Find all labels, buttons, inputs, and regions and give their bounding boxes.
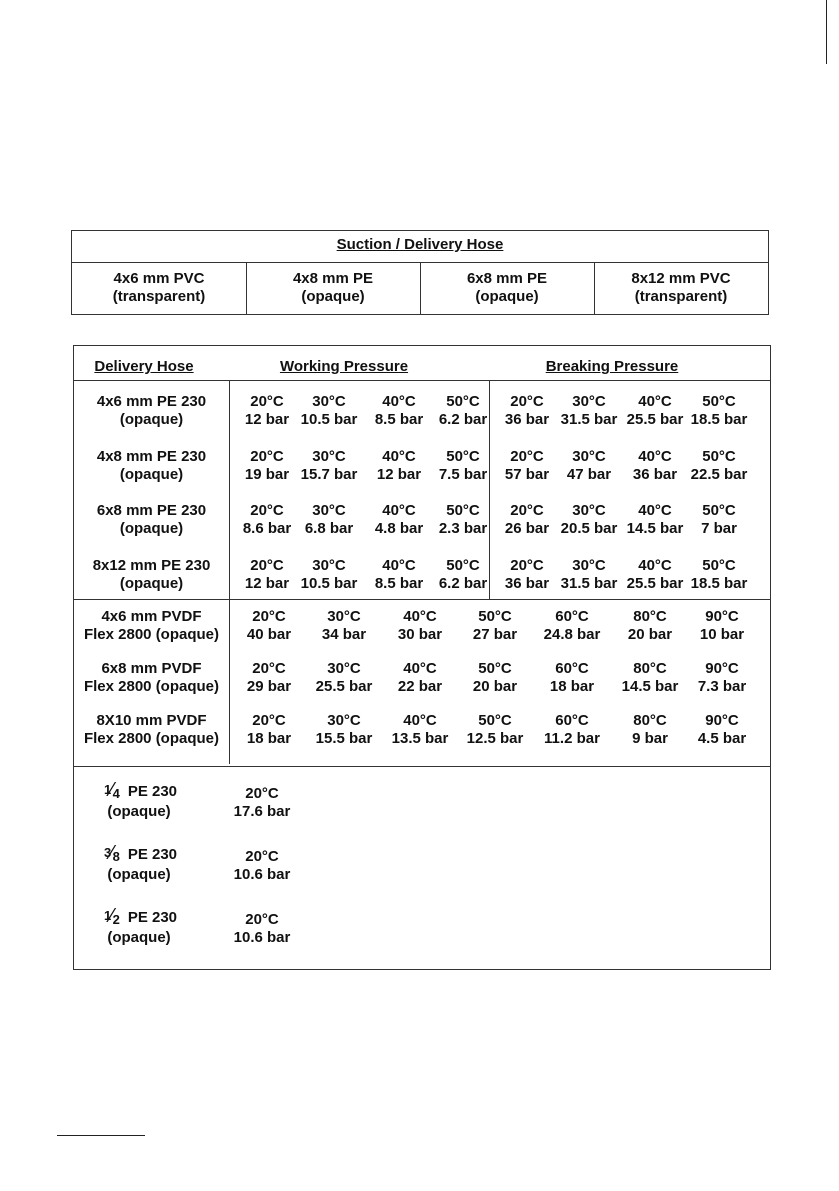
breaking-temp: 20°C xyxy=(510,393,544,410)
working-temp: 40°C xyxy=(382,393,416,410)
breaking-pressure-value: 20.5 bar xyxy=(560,520,618,537)
suction-table-title: Suction / Delivery Hose xyxy=(336,236,504,253)
breaking-temp: 20°C xyxy=(510,556,544,574)
inch-hose-name xyxy=(104,905,177,928)
working-temp: 30°C xyxy=(312,556,346,574)
working-pressure-value: 19 bar xyxy=(244,465,290,483)
pvdf-temp: 60°C xyxy=(555,608,589,625)
suction-item-name: 8x12 mm PVC xyxy=(631,270,731,287)
pvdf-pressure-value: 24.8 bar xyxy=(543,626,601,643)
pvdf-pressure-value: 25.5 bar xyxy=(315,678,373,695)
breaking-temp: 40°C xyxy=(638,447,672,465)
breaking-temp: 30°C xyxy=(572,502,606,519)
hose-name: 4x6 mm PVDF xyxy=(101,608,202,625)
working-temp: 40°C xyxy=(382,556,416,574)
suction-delivery-table xyxy=(71,230,769,315)
header-working-pressure: Working Pressure xyxy=(279,358,409,375)
pvdf-temp: 80°C xyxy=(633,660,667,677)
hose-name: 8X10 mm PVDF xyxy=(96,712,207,729)
breaking-temp: 30°C xyxy=(572,393,606,410)
pvdf-temp: 30°C xyxy=(327,660,361,677)
inch-temp: 20°C xyxy=(245,911,279,928)
fraction-denominator: 4 xyxy=(112,786,120,801)
working-pressure-value: 8.6 bar xyxy=(242,520,292,537)
working-pressure-value: 7.5 bar xyxy=(438,465,488,483)
working-pressure-value: 12 bar xyxy=(244,574,290,592)
suction-item-type: (opaque) xyxy=(475,288,539,305)
breaking-temp: 40°C xyxy=(638,556,672,574)
suction-item-type: (transparent) xyxy=(112,288,206,305)
pvdf-temp: 50°C xyxy=(478,608,512,625)
working-temp: 30°C xyxy=(312,502,346,519)
pvdf-temp: 20°C xyxy=(252,608,286,625)
hose-name: 4x8 mm PE 230 xyxy=(96,447,207,465)
hose-type: Flex 2800 (opaque) xyxy=(83,678,220,695)
hose-type: (opaque) xyxy=(119,520,184,537)
pvdf-pressure-value: 20 bar xyxy=(627,626,673,643)
page-edge-line xyxy=(826,0,827,64)
fraction-slash: ⁄ xyxy=(110,905,114,927)
fraction-numerator: 1 xyxy=(104,782,112,797)
fraction-denominator: 2 xyxy=(112,912,120,927)
hose-name: 6x8 mm PVDF xyxy=(101,660,202,677)
hose-name: 6x8 mm PE 230 xyxy=(96,502,207,519)
pvdf-pressure-value: 14.5 bar xyxy=(621,678,679,695)
breaking-pressure-value: 25.5 bar xyxy=(626,574,684,592)
header-delivery-hose: Delivery Hose xyxy=(94,358,194,375)
breaking-pressure-value: 14.5 bar xyxy=(626,520,684,537)
working-pressure-value: 2.3 bar xyxy=(438,520,488,537)
fraction-slash: ⁄ xyxy=(110,842,114,864)
working-temp: 20°C xyxy=(250,447,284,465)
hose-type: Flex 2800 (opaque) xyxy=(83,730,220,747)
label-column-divider xyxy=(229,380,230,764)
inch-hose-name xyxy=(104,779,177,802)
working-temp: 50°C xyxy=(446,502,480,519)
pvdf-temp: 90°C xyxy=(705,712,739,729)
breaking-temp: 50°C xyxy=(702,502,736,519)
breaking-temp: 50°C xyxy=(702,447,736,465)
breaking-pressure-value: 36 bar xyxy=(504,411,550,428)
working-pressure-value: 8.5 bar xyxy=(374,574,424,592)
footer-rule xyxy=(57,1135,145,1136)
working-pressure-value: 15.7 bar xyxy=(300,465,358,483)
pvdf-temp: 20°C xyxy=(252,660,286,677)
pvdf-pressure-value: 29 bar xyxy=(246,678,292,695)
breaking-temp: 50°C xyxy=(702,556,736,574)
pvdf-pressure-value: 10 bar xyxy=(699,626,745,643)
pvdf-pressure-value: 22 bar xyxy=(397,678,443,695)
breaking-pressure-value: 31.5 bar xyxy=(560,411,618,428)
pvdf-pressure-value: 34 bar xyxy=(321,626,367,643)
pvdf-temp: 20°C xyxy=(252,712,286,729)
pvdf-pressure-value: 20 bar xyxy=(472,678,518,695)
pvdf-pressure-value: 7.3 bar xyxy=(697,678,747,695)
hose-type: (opaque) xyxy=(107,866,171,883)
pvdf-temp: 60°C xyxy=(555,660,589,677)
hose-type: (opaque) xyxy=(119,465,184,483)
breaking-pressure-value: 57 bar xyxy=(504,465,550,483)
inch-hose-material: PE 230 xyxy=(127,846,178,863)
inch-temp: 20°C xyxy=(245,848,279,865)
pvdf-pressure-value: 40 bar xyxy=(246,626,292,643)
breaking-temp: 20°C xyxy=(510,502,544,519)
hose-type: Flex 2800 (opaque) xyxy=(83,626,220,643)
breaking-pressure-value: 25.5 bar xyxy=(626,411,684,428)
pvdf-pressure-value: 4.5 bar xyxy=(697,730,747,747)
working-temp: 30°C xyxy=(312,447,346,465)
pvdf-temp: 30°C xyxy=(327,608,361,625)
suction-item-name: 6x8 mm PE xyxy=(466,270,548,287)
breaking-pressure-value: 26 bar xyxy=(504,520,550,537)
working-pressure-value: 8.5 bar xyxy=(374,411,424,428)
breaking-pressure-value: 36 bar xyxy=(504,574,550,592)
breaking-pressure-value: 47 bar xyxy=(566,465,612,483)
inch-pressure-value: 17.6 bar xyxy=(233,803,291,820)
hose-name: 8x12 mm PE 230 xyxy=(92,556,211,574)
breaking-temp: 30°C xyxy=(572,556,606,574)
breaking-temp: 40°C xyxy=(638,393,672,410)
breaking-pressure-value: 36 bar xyxy=(632,465,678,483)
suction-item-type: (transparent) xyxy=(634,288,728,305)
pvdf-inch-divider xyxy=(74,766,770,767)
hose-type: (opaque) xyxy=(107,803,171,820)
fraction-numerator: 3 xyxy=(104,845,112,860)
hose-type: (opaque) xyxy=(119,574,184,592)
pvdf-pressure-value: 18 bar xyxy=(549,678,595,695)
working-temp: 50°C xyxy=(446,556,480,574)
hose-name: 4x6 mm PE 230 xyxy=(96,393,207,410)
working-temp: 20°C xyxy=(250,393,284,410)
fraction-slash: ⁄ xyxy=(110,779,114,801)
delivery-hose-table xyxy=(73,345,771,970)
breaking-pressure-value: 7 bar xyxy=(701,520,737,537)
pvdf-pressure-value: 12.5 bar xyxy=(466,730,524,747)
breaking-temp: 30°C xyxy=(572,447,606,465)
breaking-pressure-value: 22.5 bar xyxy=(690,465,748,483)
inch-pressure-value: 10.6 bar xyxy=(233,866,291,883)
pvdf-pressure-value: 11.2 bar xyxy=(544,730,600,747)
pvdf-temp: 40°C xyxy=(403,608,437,625)
working-pressure-value: 6.2 bar xyxy=(438,574,488,592)
working-pressure-value: 6.2 bar xyxy=(438,411,488,428)
working-pressure-value: 10.5 bar xyxy=(300,574,358,592)
fraction-numerator: 1 xyxy=(104,908,112,923)
pvdf-temp: 60°C xyxy=(555,712,589,729)
breaking-pressure-value: 31.5 bar xyxy=(560,574,618,592)
breaking-temp: 20°C xyxy=(510,447,544,465)
working-temp: 50°C xyxy=(446,447,480,465)
working-temp: 20°C xyxy=(250,502,284,519)
working-pressure-value: 12 bar xyxy=(376,465,422,483)
breaking-pressure-value: 18.5 bar xyxy=(690,411,748,428)
suction-item-type: (opaque) xyxy=(301,288,365,305)
pe-pvdf-divider xyxy=(74,599,770,600)
working-temp: 20°C xyxy=(250,556,284,574)
pvdf-temp: 50°C xyxy=(478,712,512,729)
inch-hose-material: PE 230 xyxy=(127,909,178,926)
pvdf-pressure-value: 13.5 bar xyxy=(391,730,449,747)
pvdf-pressure-value: 27 bar xyxy=(472,626,518,643)
pvdf-temp: 50°C xyxy=(478,660,512,677)
suction-item-name: 4x6 mm PVC xyxy=(113,270,205,287)
header-divider xyxy=(74,380,770,381)
working-temp: 30°C xyxy=(312,393,346,410)
pvdf-pressure-value: 9 bar xyxy=(632,730,668,747)
pvdf-temp: 90°C xyxy=(705,608,739,625)
working-temp: 40°C xyxy=(382,447,416,465)
pvdf-temp: 40°C xyxy=(403,712,437,729)
inch-hose-name xyxy=(104,842,177,865)
working-temp: 50°C xyxy=(446,393,480,410)
breaking-temp: 50°C xyxy=(702,393,736,410)
working-temp: 40°C xyxy=(382,502,416,519)
inch-temp: 20°C xyxy=(245,785,279,802)
inch-pressure-value: 10.6 bar xyxy=(233,929,291,946)
header-breaking-pressure: Breaking Pressure xyxy=(545,358,679,375)
breaking-pressure-value: 18.5 bar xyxy=(690,574,748,592)
inch-hose-material: PE 230 xyxy=(127,783,178,800)
pvdf-pressure-value: 30 bar xyxy=(397,626,443,643)
pvdf-temp: 80°C xyxy=(633,712,667,729)
pvdf-pressure-value: 15.5 bar xyxy=(315,730,373,747)
pvdf-temp: 40°C xyxy=(403,660,437,677)
pvdf-temp: 80°C xyxy=(633,608,667,625)
pvdf-temp: 90°C xyxy=(705,660,739,677)
working-pressure-value: 12 bar xyxy=(244,411,290,428)
working-pressure-value: 6.8 bar xyxy=(304,520,354,537)
breaking-temp: 40°C xyxy=(638,502,672,519)
hose-type: (opaque) xyxy=(119,411,184,428)
working-pressure-value: 10.5 bar xyxy=(300,411,358,428)
working-pressure-value: 4.8 bar xyxy=(374,520,424,537)
pvdf-temp: 30°C xyxy=(327,712,361,729)
hose-type: (opaque) xyxy=(107,929,171,946)
pvdf-pressure-value: 18 bar xyxy=(246,730,292,747)
suction-item-name: 4x8 mm PE xyxy=(292,270,374,287)
fraction-denominator: 8 xyxy=(112,849,120,864)
